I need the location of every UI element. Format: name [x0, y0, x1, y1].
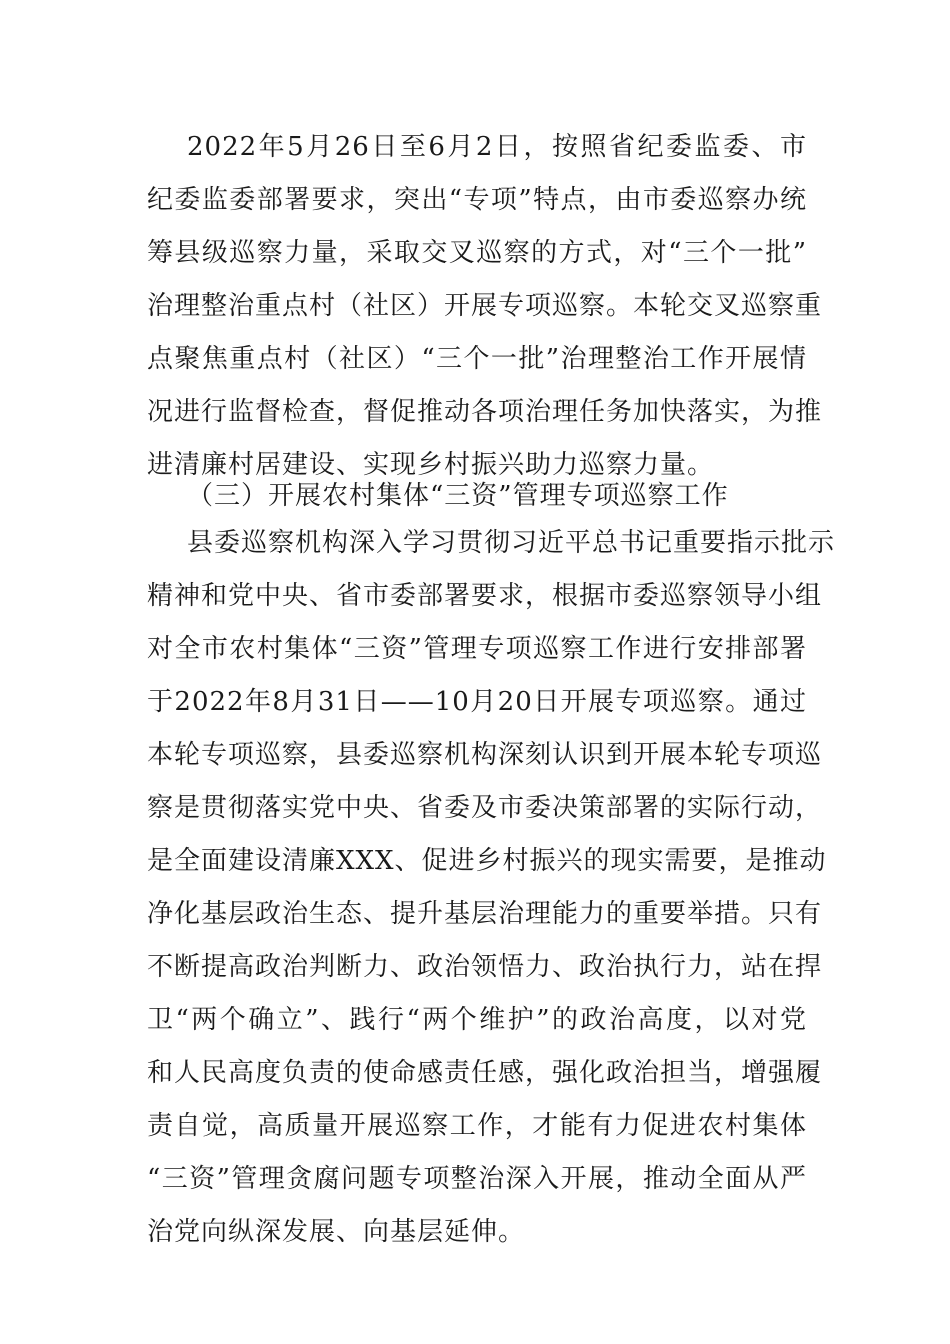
paragraph-line: 净化基层政治生态、提升基层治理能力的重要举措。只有 [147, 899, 823, 929]
paragraph-line: “三资”管理贪腐问题专项整治深入开展，推动全面从严 [147, 1164, 807, 1194]
paragraph-line: 本轮专项巡察，县委巡察机构深刻认识到开展本轮专项巡 [147, 740, 823, 770]
paragraph-line: 不断提高政治判断力、政治领悟力、政治执行力，站在捍 [147, 952, 823, 982]
paragraph-line: 治理整治重点村（社区）开展专项巡察。本轮交叉巡察重 [147, 291, 823, 321]
paragraph-line: 进清廉村居建设、实现乡村振兴助力巡察力量。 [147, 450, 715, 480]
paragraph-line: 纪委监委部署要求，突出“专项”特点，由市委巡察办统 [147, 185, 807, 215]
paragraph-line: 察是贯彻落实党中央、省委及市委决策部署的实际行动， [147, 793, 823, 823]
paragraph-line: 是全面建设清廉XXX、促进乡村振兴的现实需要，是推动 [147, 846, 827, 876]
paragraph-line: 责自觉，高质量开展巡察工作，才能有力促进农村集体 [147, 1111, 807, 1141]
paragraph-line: 于2022年8月31日——10月20日开展专项巡察。通过 [147, 687, 807, 717]
paragraph-line: 精神和党中央、省市委部署要求，根据市委巡察领导小组 [147, 581, 823, 611]
paragraph-three-assets [147, 522, 836, 1264]
paragraph-line: 况进行监督检查，督促推动各项治理任务加快落实，为推 [147, 397, 823, 427]
section-heading-text: （三）开展农村集体“三资”管理专项巡察工作 [187, 481, 729, 511]
section-heading [147, 470, 807, 523]
paragraph-line: 卫“两个确立”、践行“两个维护”的政治高度，以对党 [147, 1005, 807, 1035]
paragraph-line: 筹县级巡察力量，采取交叉巡察的方式，对“三个一批” [147, 238, 807, 268]
paragraph-line: 对全市农村集体“三资”管理专项巡察工作进行安排部署 [147, 634, 807, 664]
paragraph-line: 县委巡察机构深入学习贯彻习近平总书记重要指示批示 [187, 528, 836, 558]
paragraph-line: 点聚焦重点村（社区）“三个一批”治理整治工作开展情 [147, 344, 807, 374]
paragraph-line: 治党向纵深发展、向基层延伸。 [147, 1217, 526, 1247]
paragraph-cross-inspection [147, 126, 823, 497]
paragraph-line: 2022年5月26日至6月2日，按照省纪委监委、市 [187, 132, 807, 162]
paragraph-line: 和人民高度负责的使命感责任感，强化政治担当，增强履 [147, 1058, 823, 1088]
